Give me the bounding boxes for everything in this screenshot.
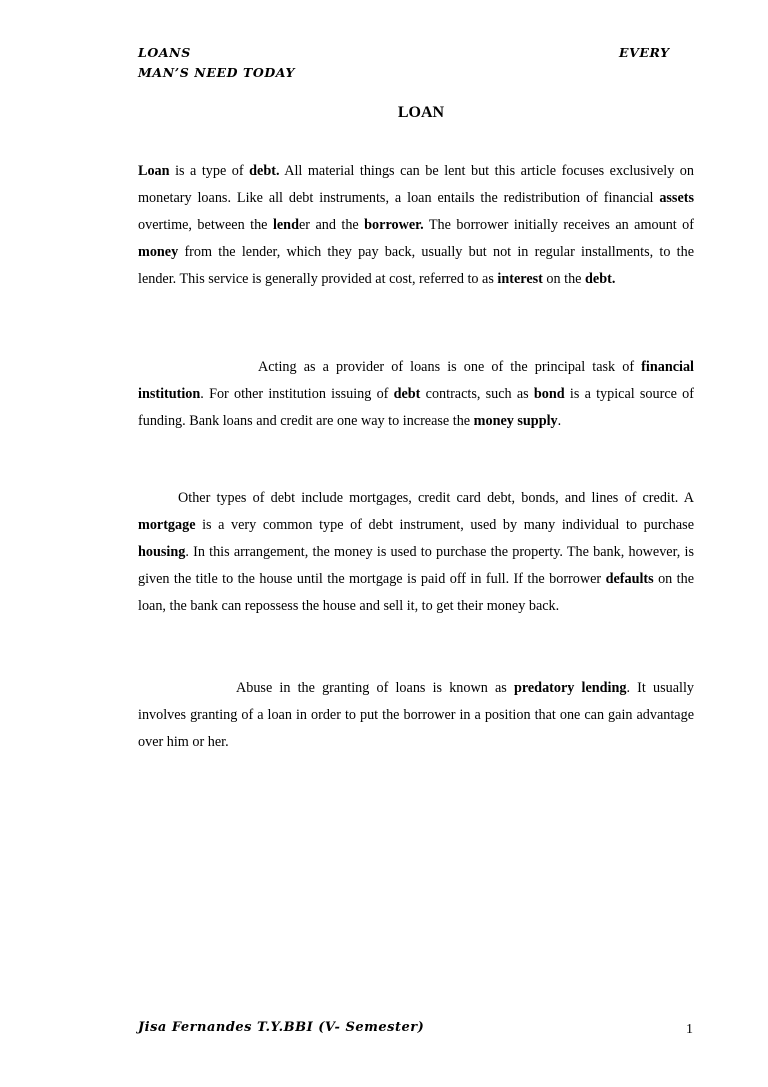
- paragraph-predatory-lending: [138, 675, 694, 756]
- bold-term: predatory lending: [513, 680, 627, 696]
- bold-term: Loan: [138, 163, 170, 179]
- bold-term: bond: [533, 386, 565, 402]
- text-run: contracts, such as: [420, 386, 534, 402]
- text-run: .: [557, 413, 562, 429]
- text-run: is a type of: [169, 163, 250, 179]
- text-run: Acting as a provider of loans is one of the principal task of: [258, 359, 642, 375]
- text-run: . It usually involves granting of a loan in order to put the borrower in a position that one can gain advantage over him or her.: [138, 680, 694, 750]
- header-line-2: MAN’S NEED TODAY: [138, 65, 295, 80]
- text-run: . In this arrangement, the money is used to purchase the property. The bank, however, is given the title to the house until the mortgage is paid off in full. If the borrower: [138, 544, 694, 587]
- bold-term: debt.: [585, 271, 616, 287]
- bold-term: money: [138, 244, 179, 260]
- text-run: from the lender, which they pay back, usually but not in regular installments, to the lender. This service is generally provided at cost, referred to as: [138, 244, 694, 287]
- text-run: is a typical source of funding. Bank loans and credit are one way to increase the: [138, 386, 694, 429]
- page-number: 1: [686, 1022, 693, 1037]
- paragraph-debt-types: [138, 485, 694, 620]
- running-header-left: [138, 43, 295, 83]
- bold-term: assets: [659, 190, 694, 206]
- footer-author: Jisa Fernandes T.Y.BBI (V- Semester): [138, 1020, 425, 1035]
- text-run: er and the: [298, 217, 365, 233]
- text-run: All material things can be lent but this article focuses exclusively on monetary loans. Like all debt instruments, a loan entails the redistribution of financial: [138, 163, 694, 206]
- text-run: The borrower initially receives an amount of: [423, 217, 695, 233]
- text-run: . For other institution issuing of: [200, 386, 394, 402]
- header-line-1: LOANS: [138, 45, 191, 60]
- text-run: is a very common type of debt instrument, used by many individual to purchase: [195, 517, 694, 533]
- bold-term: interest: [497, 271, 543, 287]
- page-title: LOAN: [397, 104, 445, 121]
- bold-term: borrower.: [364, 217, 424, 233]
- bold-term: financial institution: [138, 359, 694, 402]
- text-run: overtime, between the: [138, 217, 273, 233]
- bold-term: mortgage: [138, 517, 196, 533]
- paragraph-definition: [138, 158, 694, 293]
- bold-term: defaults: [605, 571, 654, 587]
- bold-term: housing: [138, 544, 186, 560]
- bold-term: lend: [272, 217, 299, 233]
- running-header-right: EVERY: [619, 45, 670, 60]
- paragraph-financial-institutions: [138, 354, 694, 435]
- text-run: Abuse in the granting of loans is known as: [236, 680, 514, 696]
- bold-term: debt: [393, 386, 421, 402]
- text-run: on the loan, the bank can repossess the house and sell it, to get their money back.: [138, 571, 695, 614]
- bold-term: money supply: [473, 413, 558, 429]
- bold-term: debt.: [249, 163, 280, 179]
- text-run: on the: [542, 271, 586, 287]
- text-run: Other types of debt include mortgages, credit card debt, bonds, and lines of credit. A: [178, 490, 694, 506]
